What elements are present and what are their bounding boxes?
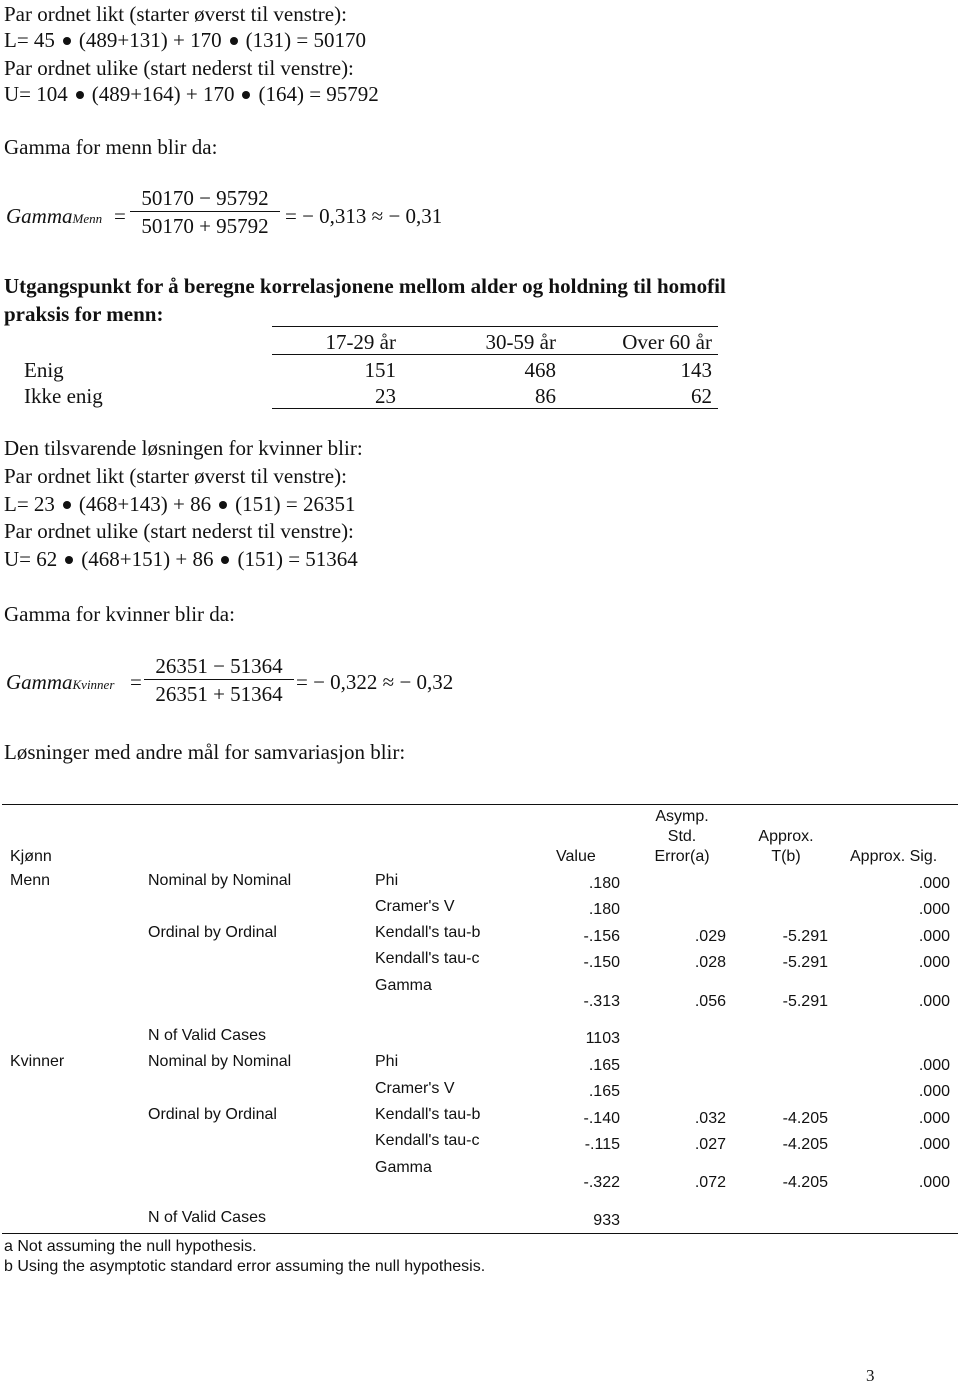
kvinner-gamma-intro: Gamma for kvinner blir da: (4, 602, 235, 626)
subgroup-label: Nominal by Nominal (148, 1053, 292, 1070)
multiply-dot-icon (219, 501, 227, 509)
row-label: Ikke enig (24, 384, 103, 408)
equals-sign: = (114, 204, 126, 228)
formula-part: (151) = 26351 (235, 492, 356, 516)
sig-cell: .000 (918, 993, 950, 1010)
value-cell: -.313 (583, 993, 620, 1010)
sig-cell: .000 (918, 1174, 950, 1191)
measure-name: Phi (375, 872, 399, 889)
table-cell: 143 (680, 358, 712, 382)
group-label-kvinner: Kvinner (10, 1053, 65, 1070)
fraction-numerator: 26351 − 51364 (155, 654, 283, 678)
measure-name: Cramer's V (375, 1080, 455, 1097)
measure-name: Kendall's tau-c (375, 950, 480, 967)
gamma-subscript: Menn (72, 211, 103, 226)
gamma-word: Gamma (6, 204, 73, 228)
multiply-dot-icon (230, 37, 238, 45)
menn-L-formula (4, 28, 366, 53)
sig-cell: .000 (918, 1083, 950, 1100)
table-rule (272, 326, 718, 327)
value-cell: -.115 (584, 1136, 620, 1153)
formula-part: (151) = 51364 (237, 547, 358, 571)
fraction-numerator: 50170 − 95792 (141, 186, 269, 210)
valid-cases-label: N of Valid Cases (148, 1027, 266, 1044)
table-top-rule (2, 804, 958, 805)
header-value: Value (556, 848, 596, 865)
table-rule (272, 408, 718, 409)
menn-gamma-symbol (6, 204, 102, 229)
value-cell: .165 (588, 1083, 620, 1100)
table-cell: 86 (535, 384, 556, 408)
header-ase-2: Std. (667, 828, 697, 845)
table-cell: 62 (691, 384, 712, 408)
ase-cell: .032 (694, 1110, 726, 1127)
menn-gamma-fraction (130, 186, 280, 239)
kvinner-gamma-symbol (6, 670, 114, 695)
row-label: Enig (24, 358, 64, 382)
formula-part: (131) = 50170 (245, 28, 366, 52)
table-rule (272, 354, 718, 355)
gamma-word: Gamma (6, 670, 73, 694)
menn-like-pairs-heading: Par ordnet likt (starter øverst til venstre): (4, 2, 347, 26)
t-cell: -5.291 (782, 928, 828, 945)
section-heading-line1: Utgangspunkt for å beregne korrelasjonene mellom alder og holdning til homofil (4, 274, 726, 298)
n-cell: 933 (593, 1212, 620, 1229)
header-t-1: Approx. (758, 828, 814, 845)
footnote-a: a Not assuming the null hypothesis. (4, 1238, 257, 1255)
formula-part: U= 62 (4, 547, 58, 571)
table-cell: 151 (364, 358, 396, 382)
footnote-b: b Using the asymptotic standard error assuming the null hypothesis. (4, 1258, 486, 1275)
group-label-menn: Menn (10, 872, 51, 889)
measure-name: Gamma (375, 1159, 432, 1176)
multiply-dot-icon (63, 37, 71, 45)
t-cell: -4.205 (782, 1110, 828, 1127)
kvinner-intro: Den tilsvarende løsningen for kvinner blir: (4, 436, 363, 460)
subgroup-label: Nominal by Nominal (148, 872, 292, 889)
column-header: 30-59 år (485, 330, 556, 354)
sig-cell: .000 (918, 875, 950, 892)
header-kjonn: Kjønn (10, 848, 52, 865)
table-cell: 468 (524, 358, 556, 382)
formula-part: (164) = 95792 (258, 82, 379, 106)
value-cell: -.322 (583, 1174, 620, 1191)
ase-cell: .029 (694, 928, 726, 945)
sig-cell: .000 (918, 1136, 950, 1153)
header-ase-3: Error(a) (654, 848, 710, 865)
formula-part: (489+131) + 170 (78, 28, 222, 52)
value-cell: .165 (588, 1057, 620, 1074)
formula-part: U= 104 (4, 82, 68, 106)
t-cell: -5.291 (782, 993, 828, 1010)
kvinner-like-pairs-heading: Par ordnet likt (starter øverst til venstre): (4, 464, 347, 488)
value-cell: .180 (588, 875, 620, 892)
formula-part: (489+164) + 170 (91, 82, 235, 106)
formula-part: L= 45 (4, 28, 55, 52)
kvinner-gamma-fraction (144, 654, 294, 707)
kvinner-unlike-pairs-heading: Par ordnet ulike (start nederst til venstre): (4, 519, 354, 543)
equals-sign: = (130, 670, 142, 694)
t-cell: -4.205 (782, 1136, 828, 1153)
t-cell: -5.291 (782, 954, 828, 971)
ase-cell: .027 (694, 1136, 726, 1153)
header-sig: Approx. Sig. (850, 848, 938, 865)
subgroup-label: Ordinal by Ordinal (148, 1106, 277, 1123)
measure-name: Cramer's V (375, 898, 455, 915)
subgroup-label: Ordinal by Ordinal (148, 924, 277, 941)
sig-cell: .000 (918, 1057, 950, 1074)
value-cell: .180 (588, 901, 620, 918)
menn-U-formula (4, 82, 379, 107)
kvinner-U-formula (4, 547, 358, 572)
multiply-dot-icon (76, 91, 84, 99)
header-t-2: T(b) (771, 848, 801, 865)
column-header: 17-29 år (325, 330, 396, 354)
formula-part: (468+151) + 86 (81, 547, 214, 571)
ase-cell: .072 (694, 1174, 726, 1191)
sig-cell: .000 (918, 928, 950, 945)
t-cell: -4.205 (782, 1174, 828, 1191)
table-cell: 23 (375, 384, 396, 408)
measure-name: Gamma (375, 977, 432, 994)
column-header: Over 60 år (622, 330, 712, 354)
valid-cases-label: N of Valid Cases (148, 1209, 266, 1226)
menn-unlike-pairs-heading: Par ordnet ulike (start nederst til venstre): (4, 56, 354, 80)
sig-cell: .000 (918, 954, 950, 971)
kvinner-L-formula (4, 492, 355, 517)
n-cell: 1103 (585, 1030, 620, 1047)
header-ase-1: Asymp. (655, 808, 709, 825)
sig-cell: .000 (918, 1110, 950, 1127)
multiply-dot-icon (242, 91, 250, 99)
gamma-subscript: Kvinner (72, 677, 115, 692)
multiply-dot-icon (63, 501, 71, 509)
page-number: 3 (866, 1366, 875, 1385)
measure-name: Kendall's tau-b (375, 1106, 481, 1123)
ase-cell: .056 (694, 993, 726, 1010)
value-cell: -.156 (583, 928, 620, 945)
value-cell: -.150 (583, 954, 620, 971)
section-heading-line2: praksis for menn: (4, 302, 164, 326)
measure-name: Kendall's tau-b (375, 924, 481, 941)
menn-gamma-intro: Gamma for menn blir da: (4, 135, 218, 159)
measure-name: Phi (375, 1053, 399, 1070)
other-measures-intro: Løsninger med andre mål for samvariasjon blir: (4, 740, 406, 764)
fraction-denominator: 50170 + 95792 (130, 211, 280, 239)
sig-cell: .000 (918, 901, 950, 918)
multiply-dot-icon (65, 556, 73, 564)
multiply-dot-icon (221, 556, 229, 564)
menn-gamma-result: = − 0,313 ≈ − 0,31 (285, 204, 443, 228)
formula-part: (468+143) + 86 (78, 492, 212, 516)
fraction-denominator: 26351 + 51364 (144, 679, 294, 707)
measure-name: Kendall's tau-c (375, 1132, 480, 1149)
ase-cell: .028 (694, 954, 726, 971)
table-bottom-rule (2, 1233, 958, 1234)
formula-part: L= 23 (4, 492, 55, 516)
value-cell: -.140 (583, 1110, 620, 1127)
kvinner-gamma-result: = − 0,322 ≈ − 0,32 (296, 670, 454, 694)
